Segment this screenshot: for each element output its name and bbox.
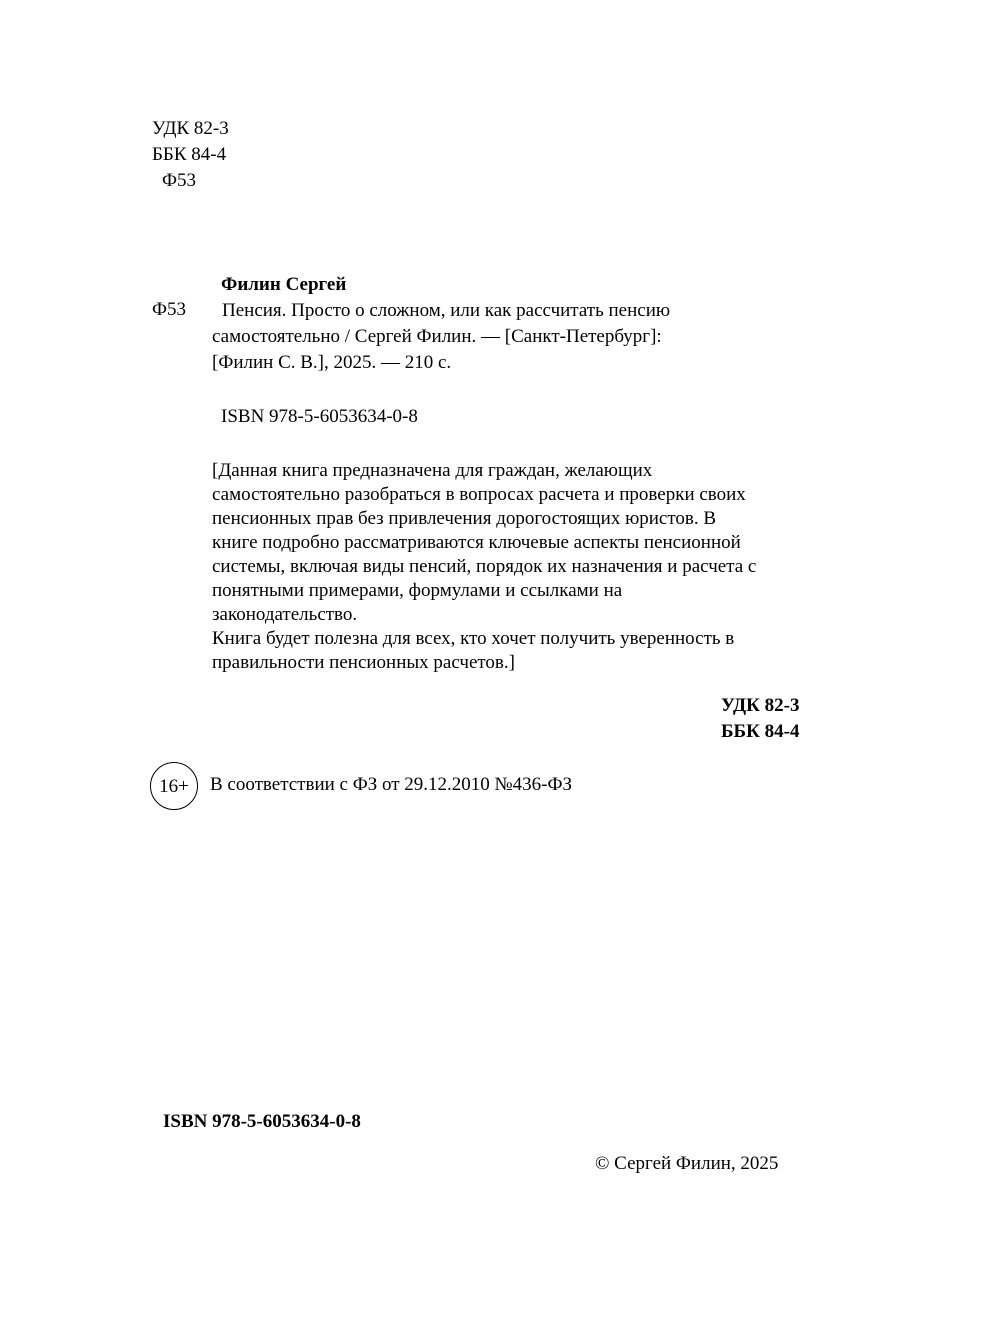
bbk-code: ББК 84-4 [152, 144, 227, 165]
bbk-code-bottom: ББК 84-4 [721, 721, 800, 742]
biblio-line: Пенсия. Просто о сложном, или как рассчитать пенсию [222, 300, 671, 321]
copyright: © Сергей Филин, 2025 [595, 1153, 779, 1174]
biblio-line: самостоятельно / Сергей Филин. — [Санкт-Петербург]: [212, 326, 662, 347]
annotation-line: правильности пенсионных расчетов.] [212, 652, 515, 673]
udk-code: УДК 82-3 [152, 118, 229, 139]
annotation-line: понятными примерами, формулами и ссылками на [212, 580, 623, 601]
age-rating-law: В соответствии с ФЗ от 29.12.2010 №436-ФЗ [210, 774, 573, 795]
isbn-entry: ISBN 978-5-6053634-0-8 [221, 406, 418, 427]
isbn-footer: ISBN 978-5-6053634-0-8 [163, 1111, 361, 1132]
annotation-line: пенсионных прав без привлечения дорогостоящих юристов. В [212, 508, 717, 529]
age-rating-badge: 16+ [150, 762, 198, 810]
annotation-line: законодательство. [212, 604, 358, 625]
entry-cutter-code: Ф53 [152, 299, 187, 320]
annotation-line: книге подробно рассматриваются ключевые аспекты пенсионной [212, 532, 741, 553]
classification-codes-top [152, 116, 229, 194]
annotation-line: самостоятельно разобраться в вопросах расчета и проверки своих [212, 484, 746, 505]
bibliographic-description [212, 298, 670, 376]
annotation-line: [Данная книга предназначена для граждан, желающих [212, 460, 653, 481]
annotation-line: Книга будет полезна для всех, кто хочет получить уверенность в [212, 628, 735, 649]
annotation-line: системы, включая виды пенсий, порядок их назначения и расчета с [212, 556, 757, 577]
classification-codes-bottom [721, 693, 799, 745]
biblio-line: [Филин С. В.], 2025. — 210 с. [212, 352, 452, 373]
author-name: Филин Сергей [221, 274, 347, 295]
udk-code-bottom: УДК 82-3 [721, 695, 800, 716]
annotation [212, 459, 756, 675]
cutter-code: Ф53 [162, 170, 197, 191]
